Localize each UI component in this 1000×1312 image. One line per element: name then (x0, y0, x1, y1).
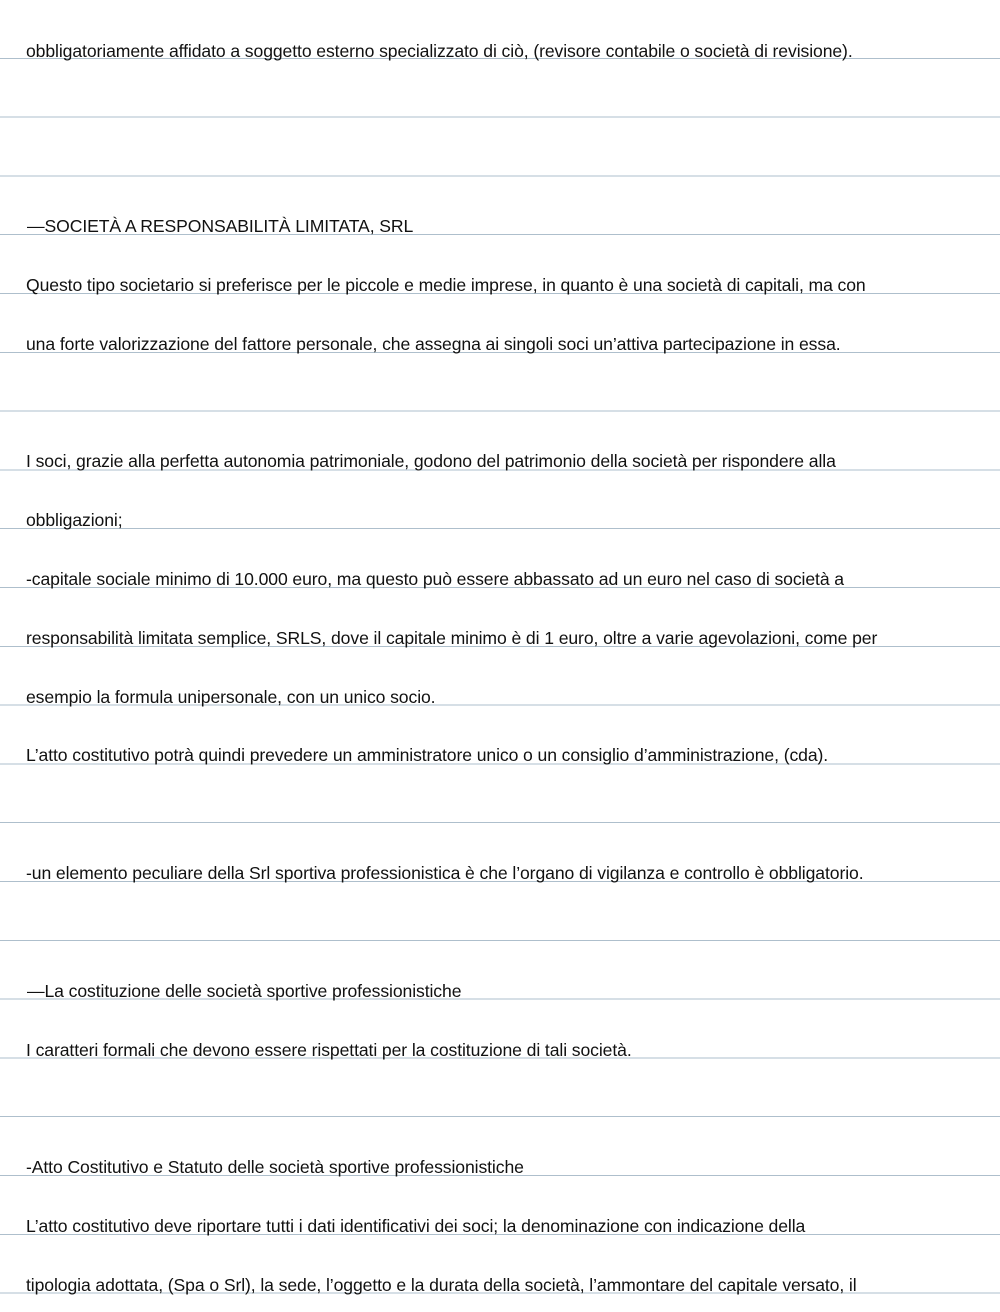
text-line: Questo tipo societario si preferisce per le piccole e medie imprese, in quanto è una società di capitali, ma con (26, 275, 866, 295)
text-line: tipologia adottata, (Spa o Srl), la sede, l’oggetto e la durata della società, l’ammontare del capitale versato, il (26, 1275, 857, 1295)
text-line: una forte valorizzazione del fattore personale, che assegna ai singoli soci un’attiva partecipazione in essa. (26, 334, 841, 354)
text-line: esempio la formula unipersonale, con un unico socio. (26, 687, 436, 707)
text-line: responsabilità limitata semplice, SRLS, dove il capitale minimo è di 1 euro, oltre a varie agevolazioni, come per (26, 628, 878, 648)
section-heading-costituzione: —La costituzione delle società sportive professionistiche (27, 981, 462, 1001)
text-line: -un elemento peculiare della Srl sportiva professionistica è che l’organo di vigilanza e controllo è obbligatorio. (26, 863, 864, 883)
text-line: I soci, grazie alla perfetta autonomia patrimoniale, godono del patrimonio della società per rispondere alla (26, 451, 836, 471)
section-heading-srl: —SOCIETÀ A RESPONSABILITÀ LIMITATA, SRL (27, 216, 414, 236)
text-line: L’atto costitutivo potrà quindi prevedere un amministratore unico o un consiglio d’amministrazione, (cda). (26, 745, 829, 765)
subsection-heading-atto-costitutivo: -Atto Costitutivo e Statuto delle società sportive professionistiche (26, 1157, 524, 1177)
text-line: -capitale sociale minimo di 10.000 euro, ma questo può essere abbassato ad un euro nel caso di società a (26, 569, 844, 589)
text-line: obbligazioni; (26, 510, 123, 530)
text-line: I caratteri formali che devono essere rispettati per la costituzione di tali società. (26, 1040, 632, 1060)
text-line: obbligatoriamente affidato a soggetto esterno specializzato di ciò, (revisore contabile o società di revisione). (26, 41, 853, 61)
text-line: L’atto costitutivo deve riportare tutti i dati identificativi dei soci; la denominazione con indicazione della (26, 1216, 806, 1236)
